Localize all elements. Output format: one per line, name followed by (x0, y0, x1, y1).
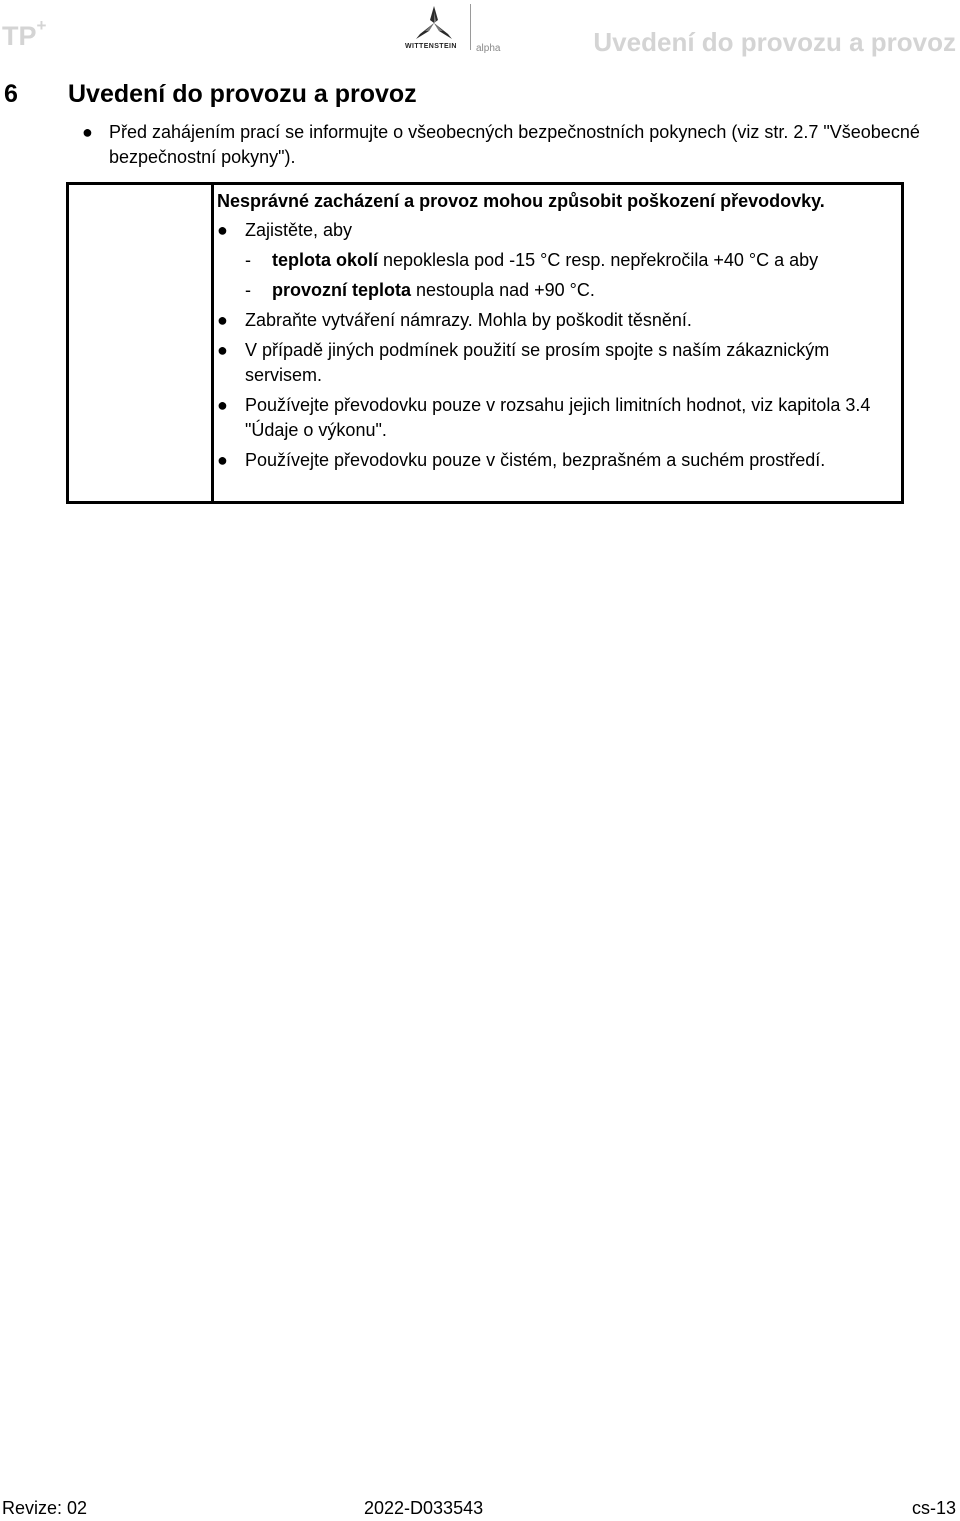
notice-item-text: Zajistěte, aby (245, 220, 353, 240)
notice-heading: Nesprávné zacházení a provoz mohou způsobit poškození převodovky. (217, 191, 825, 211)
notice-body (217, 189, 901, 473)
bullet-icon: ● (217, 395, 228, 415)
wittenstein-logo (404, 2, 504, 54)
bullet-icon: ● (217, 310, 228, 330)
notice-item-text: V případě jiných podmínek použití se prosím spojte s naším zákaznickým servisem. (245, 340, 830, 385)
section-heading (4, 80, 417, 109)
section-number: 6 (4, 80, 18, 108)
notice-item-text: Zabraňte vytváření námrazy. Mohla by poškodit těsnění. (245, 310, 692, 330)
footer-revision: Revize: 02 (2, 1498, 88, 1518)
intro-text: Před zahájením prací se informujte o všeobecných bezpečnostních pokynech (viz str. 2.7 "Všeobecné bezpečnostní pokyny"). (109, 122, 920, 167)
intro-item (82, 120, 942, 170)
logo-sub: alpha (476, 43, 501, 54)
logo-name: WITTENSTEIN (405, 43, 457, 50)
footer-doc-number: 2022-D033543 (364, 1498, 484, 1518)
notice-item (217, 338, 901, 388)
logo-divider (470, 4, 471, 50)
bullet-icon: ● (217, 340, 228, 360)
wittenstein-logo-icon (412, 4, 456, 42)
bullet-icon: ● (82, 122, 93, 142)
product-name: TP+ (2, 16, 47, 51)
subitem-text: nepoklesla pod -15 °C resp. nepřekročila +40 °C a aby (378, 250, 819, 270)
subitem-bold: provozní teplota (272, 280, 411, 300)
notice-icon-cell (69, 185, 214, 501)
notice-item-text: Používejte převodovku pouze v rozsahu jejich limitních hodnot, viz kapitola 3.4 "Údaje o výkonu". (245, 395, 871, 440)
dash-marker: - (245, 280, 251, 300)
subitem-text: nestoupla nad +90 °C. (411, 280, 595, 300)
notice-item (217, 393, 901, 443)
running-title: Uvedení do provozu a provoz (593, 27, 956, 57)
notice-item-text: Používejte převodovku pouze v čistém, bezprašném a suchém prostředí. (245, 450, 826, 470)
notice-item-ensure (217, 218, 901, 243)
section-title: Uvedení do provozu a provoz (68, 80, 417, 108)
footer-page-number: cs-13 (911, 1498, 956, 1518)
dash-marker: - (245, 250, 251, 270)
warning-notice-box (66, 182, 904, 504)
subitem-bold: teplota okolí (272, 250, 379, 270)
bullet-icon: ● (217, 220, 228, 240)
notice-subitem-operating (245, 278, 901, 303)
bullet-icon: ● (217, 450, 228, 470)
notice-subitem-ambient (245, 248, 901, 273)
notice-item (217, 448, 901, 473)
notice-item (217, 308, 901, 333)
